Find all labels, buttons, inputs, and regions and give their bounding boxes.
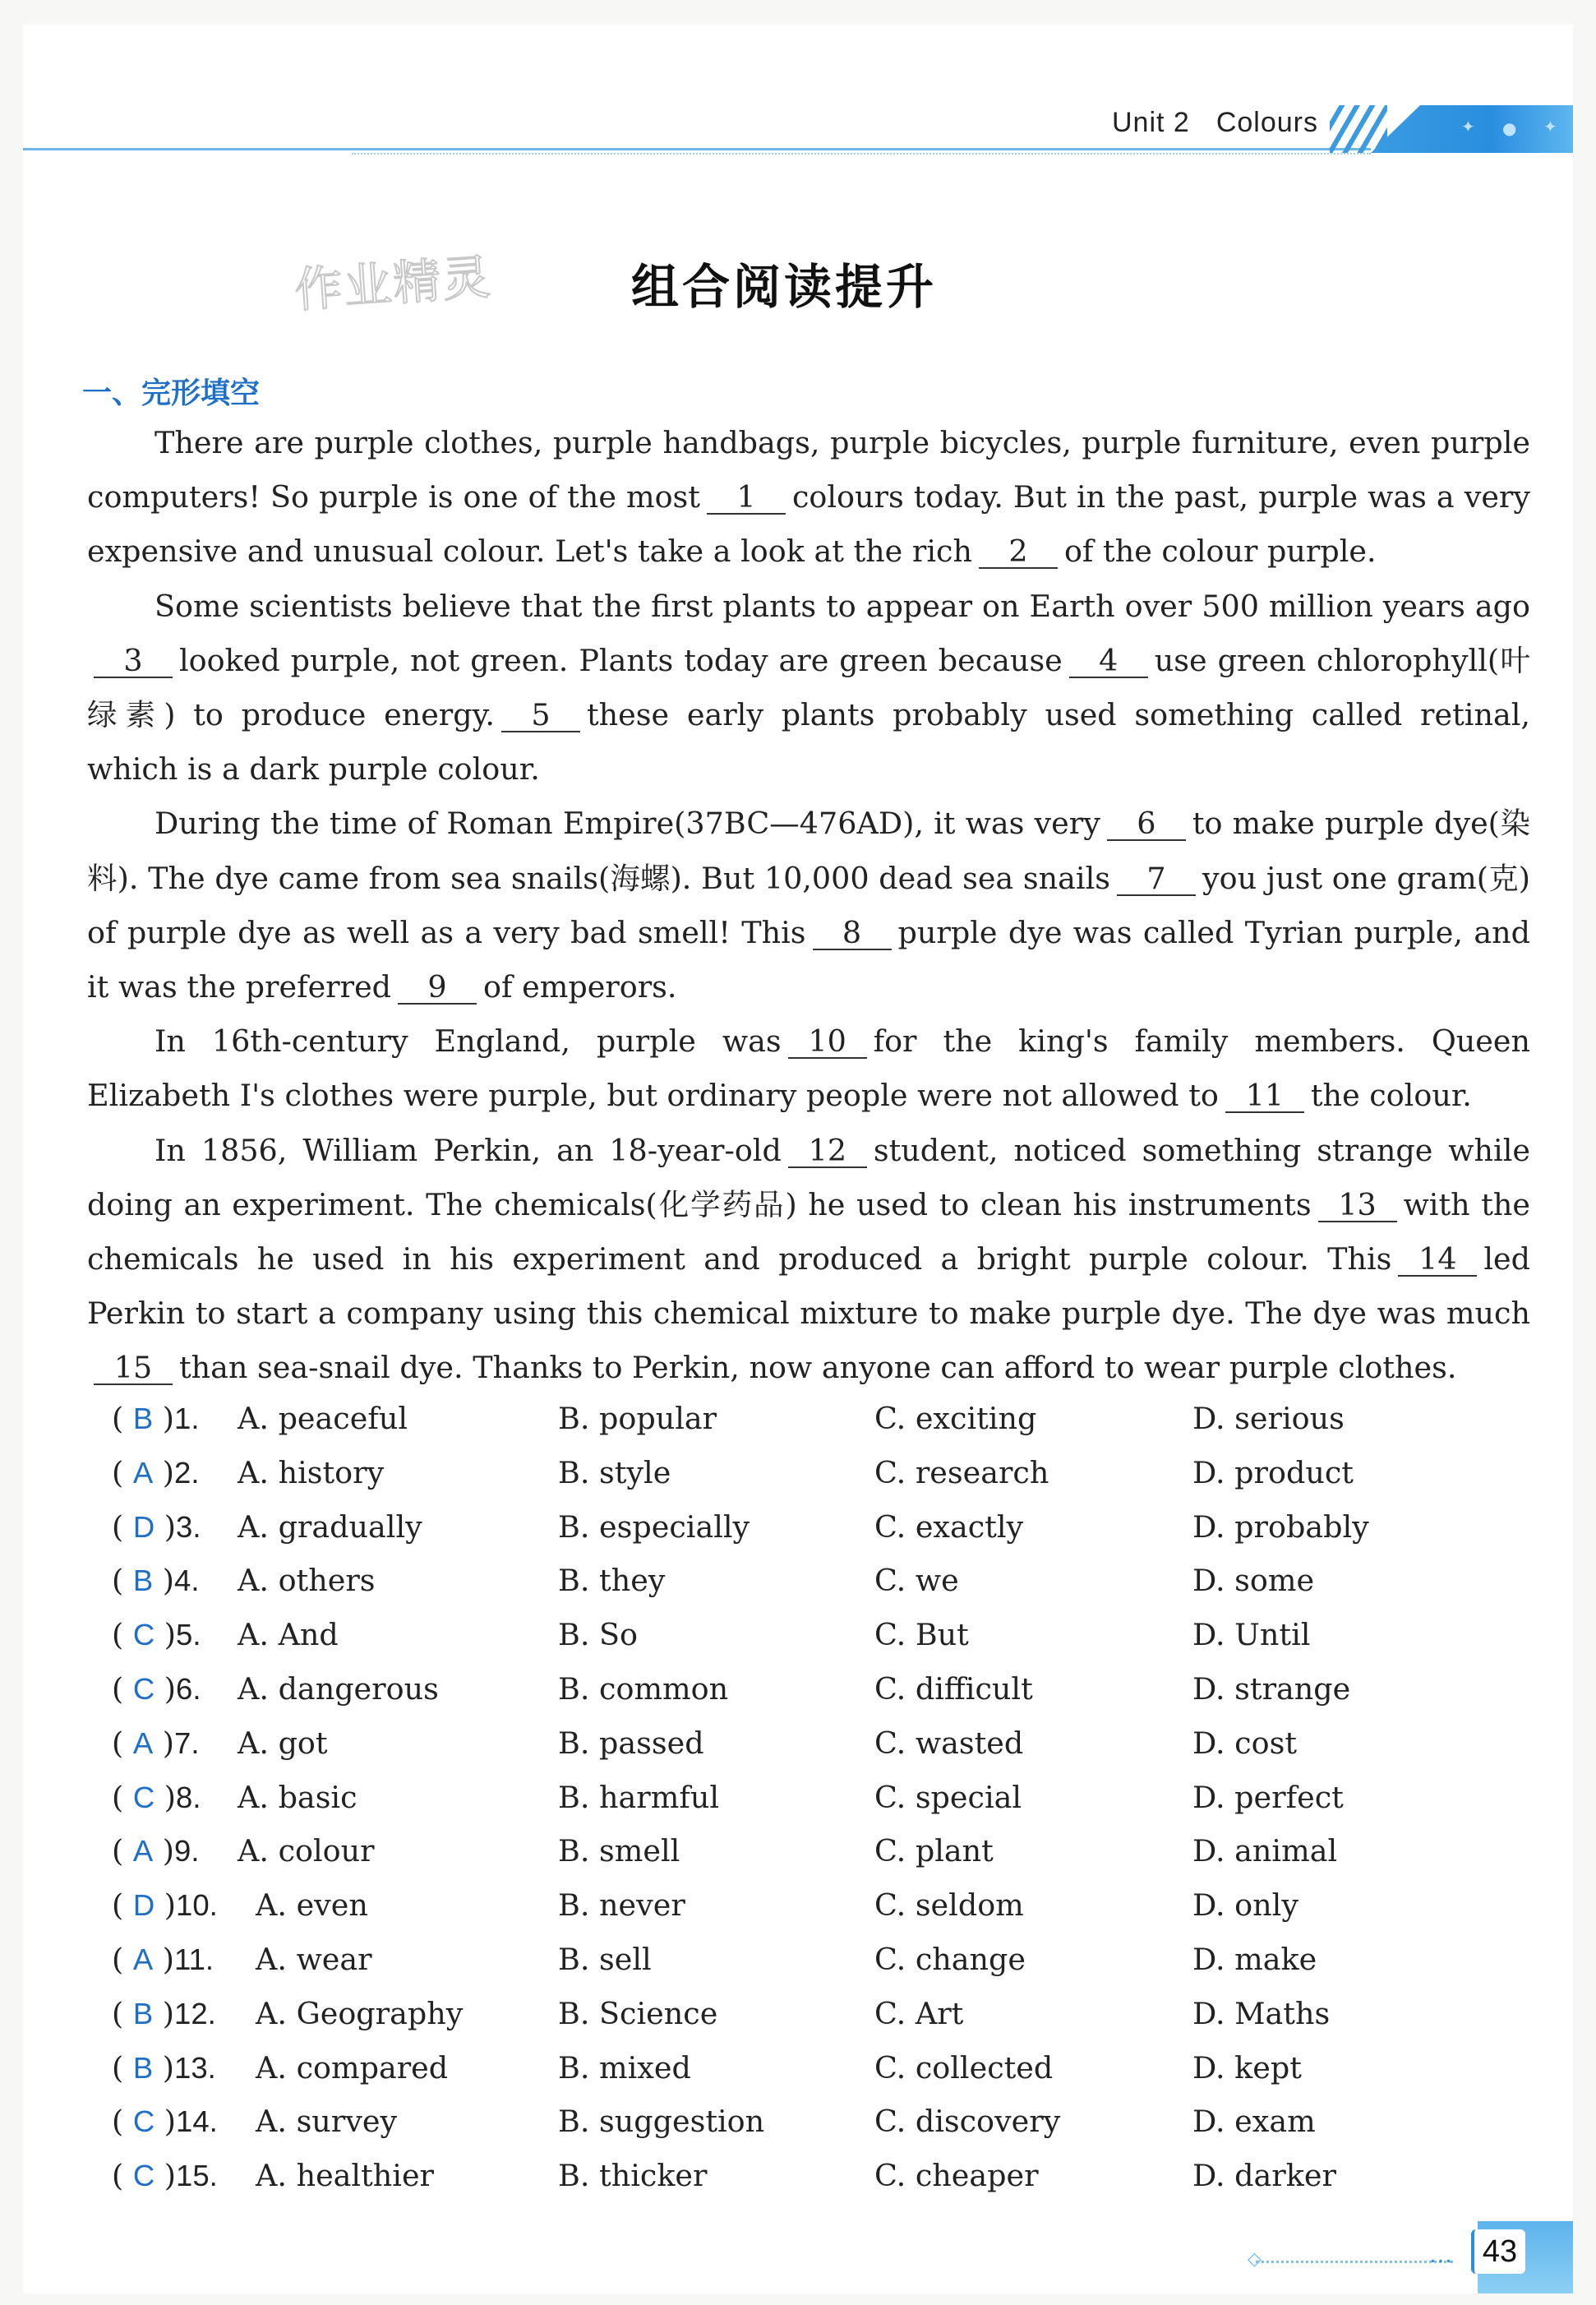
star-icon: ✦ bbox=[1461, 117, 1475, 136]
option-b: B. harmful bbox=[558, 1779, 720, 1815]
passage-paragraph: In 16th-century England, purple was 10 for the king's family members. Queen Elizabeth I's clothes were purple, but ordinary people were not allowed to 11 the colour. bbox=[87, 1023, 1530, 1114]
page-title: 组合阅读提升 bbox=[631, 259, 938, 315]
answer-letter: A bbox=[132, 1455, 154, 1490]
option-d: D. kept bbox=[1192, 2049, 1302, 2086]
blank: 9 bbox=[398, 972, 477, 1005]
option-a: A. gradually bbox=[238, 1508, 422, 1545]
question-number: 8. bbox=[176, 1780, 201, 1814]
question-row bbox=[87, 1725, 1534, 1780]
option-c: C. change bbox=[874, 1941, 1026, 1977]
option-b: B. So bbox=[558, 1617, 639, 1653]
answer-letter: A bbox=[132, 1942, 154, 1976]
option-d: D. Maths bbox=[1192, 1995, 1331, 2031]
blank: 2 bbox=[979, 536, 1058, 569]
option-c: C. plant bbox=[874, 1833, 994, 1869]
option-c: C. But bbox=[874, 1617, 969, 1653]
option-b: B. especially bbox=[558, 1508, 750, 1545]
answer-bracket: ( B )13. bbox=[112, 2049, 216, 2086]
option-c: C. exactly bbox=[874, 1508, 1024, 1545]
blank: 5 bbox=[501, 700, 580, 732]
answer-bracket: ( D )10. bbox=[112, 1887, 218, 1924]
blank: 6 bbox=[1107, 808, 1186, 841]
option-c: C. collected bbox=[874, 2049, 1054, 2086]
cloze-passage bbox=[87, 416, 1530, 1396]
option-d: D. darker bbox=[1192, 2158, 1336, 2194]
option-b: B. thicker bbox=[558, 2158, 708, 2194]
header-dotted-rule bbox=[352, 153, 1371, 156]
answer-bracket: ( C )15. bbox=[112, 2158, 218, 2194]
option-d: D. probably bbox=[1192, 1508, 1369, 1545]
question-row bbox=[87, 2158, 1534, 2212]
answer-letter: B bbox=[132, 2050, 154, 2085]
section-title: 一、完形填空 bbox=[82, 376, 261, 410]
option-d: D. exam bbox=[1192, 2104, 1316, 2140]
unit-label: Unit 2 bbox=[1112, 107, 1190, 138]
passage-paragraph: During the time of Roman Empire(37BC—476AD), it was very 6 to make purple dye(染料). The dye came from sea snails(海螺). But 10,000 dead sea snails 7 you just one gram(克) of purple dye as well as a very bad smell! This 8 purple dye was called Tyrian purple, and it was the preferred 9 of emperors. bbox=[87, 806, 1530, 1005]
option-a: A. compared bbox=[256, 2049, 449, 2086]
question-number: 2. bbox=[174, 1455, 200, 1490]
blank: 13 bbox=[1318, 1189, 1397, 1222]
option-d: D. only bbox=[1192, 1887, 1298, 1924]
blank: 15 bbox=[94, 1352, 173, 1385]
option-c: C. discovery bbox=[874, 2104, 1061, 2140]
question-row bbox=[87, 1996, 1534, 2050]
option-b: B. popular bbox=[558, 1401, 717, 1436]
option-c: C. Art bbox=[874, 1995, 964, 2031]
option-a: A. And bbox=[238, 1617, 339, 1653]
option-d: D. animal bbox=[1192, 1833, 1338, 1869]
question-number: 11. bbox=[174, 1942, 214, 1976]
answer-bracket: ( C )6. bbox=[112, 1670, 201, 1707]
blank: 12 bbox=[788, 1135, 867, 1168]
answer-letter: A bbox=[132, 1834, 154, 1868]
question-number: 12. bbox=[174, 1996, 216, 2030]
watermark-logo: 作业精灵 bbox=[293, 248, 494, 319]
option-a: A. Geography bbox=[256, 1995, 464, 2031]
option-b: B. never bbox=[558, 1887, 685, 1924]
option-a: A. colour bbox=[238, 1833, 375, 1869]
option-a: A. peaceful bbox=[238, 1401, 408, 1436]
option-b: B. style bbox=[558, 1454, 671, 1490]
question-row bbox=[87, 1401, 1534, 1455]
ellipsis-icon: … bbox=[1428, 2241, 1453, 2268]
answer-letter: B bbox=[132, 1402, 154, 1435]
option-a: A. healthier bbox=[256, 2158, 435, 2194]
question-number: 1. bbox=[174, 1402, 200, 1435]
question-row bbox=[87, 1455, 1534, 1509]
footer-dotted-rule bbox=[1256, 2261, 1453, 2263]
answer-bracket: ( B )1. bbox=[112, 1401, 200, 1436]
blank: 1 bbox=[707, 482, 786, 515]
header-rule bbox=[23, 148, 1371, 150]
question-row bbox=[87, 1833, 1534, 1887]
answer-bracket: ( A )11. bbox=[112, 1941, 214, 1977]
answer-bracket: ( A )7. bbox=[112, 1725, 200, 1761]
option-b: B. smell bbox=[558, 1833, 680, 1869]
question-number: 5. bbox=[176, 1618, 201, 1652]
passage-paragraph: There are purple clothes, purple handbags, purple bicycles, purple furniture, even purple computers! So purple is one of the most 1 colours today. But in the past, purple was a very expensive and unusual colour. Let's take a look at the rich 2 of the colour purple. bbox=[87, 425, 1530, 570]
blank: 3 bbox=[94, 645, 173, 678]
answer-letter: C bbox=[132, 1618, 155, 1652]
option-c: C. research bbox=[874, 1454, 1049, 1490]
answer-bracket: ( C )14. bbox=[112, 2104, 218, 2140]
question-number: 4. bbox=[174, 1564, 200, 1598]
option-b: B. passed bbox=[558, 1725, 704, 1761]
option-d: D. Until bbox=[1192, 1617, 1311, 1653]
blank: 14 bbox=[1398, 1244, 1477, 1277]
star-icon: ✦ bbox=[1543, 117, 1557, 136]
passage-paragraph: In 1856, William Perkin, an 18-year-old 12 student, noticed something strange while doing an experiment. The chemicals(化学药品) he used to clean his instruments 13 with the chemicals he used in his experiment and produced a bright purple colour. This 14 led Perkin to start a company using this chemical mixture to make purple dye. The dye was much15 than sea-snail dye. Thanks to Perkin, now anyone can afford to wear purple clothes. bbox=[87, 1132, 1530, 1386]
unit-heading bbox=[1112, 107, 1318, 139]
option-a: A. survey bbox=[256, 2104, 398, 2140]
answer-letter: B bbox=[132, 1564, 154, 1598]
answer-letter: C bbox=[132, 1671, 155, 1706]
question-number: 15. bbox=[176, 2159, 218, 2193]
blank: 10 bbox=[788, 1026, 867, 1059]
question-row bbox=[87, 1942, 1534, 1996]
answer-bracket: ( C )5. bbox=[112, 1617, 201, 1653]
question-number: 3. bbox=[176, 1509, 201, 1544]
question-row bbox=[87, 1671, 1534, 1725]
page-number: 43 bbox=[1471, 2229, 1525, 2274]
answer-letter: D bbox=[132, 1509, 155, 1544]
unit-topic: Colours bbox=[1215, 107, 1318, 138]
answer-bracket: ( C )8. bbox=[112, 1779, 201, 1815]
answer-letter: B bbox=[132, 1996, 154, 2030]
option-d: D. serious bbox=[1192, 1401, 1345, 1436]
answer-letter: A bbox=[132, 1725, 154, 1760]
answer-letter: C bbox=[132, 1780, 155, 1814]
question-number: 14. bbox=[176, 2104, 218, 2139]
option-d: D. product bbox=[1192, 1454, 1354, 1490]
option-b: B. they bbox=[558, 1563, 666, 1599]
question-row bbox=[87, 2104, 1534, 2158]
option-c: C. cheaper bbox=[874, 2158, 1039, 2194]
blank: 7 bbox=[1117, 863, 1196, 896]
question-row bbox=[87, 1780, 1534, 1834]
option-a: A. basic bbox=[238, 1779, 357, 1815]
answer-letter: C bbox=[132, 2104, 155, 2139]
option-d: D. strange bbox=[1192, 1670, 1351, 1707]
option-d: D. make bbox=[1192, 1941, 1317, 1977]
diamond-icon: ◇ bbox=[1248, 2249, 1262, 2270]
question-row bbox=[87, 1617, 1534, 1671]
option-a: A. wear bbox=[256, 1941, 372, 1977]
question-row bbox=[87, 1887, 1534, 1942]
question-row bbox=[87, 2050, 1534, 2104]
question-number: 13. bbox=[174, 2050, 216, 2085]
option-a: A. dangerous bbox=[238, 1670, 439, 1707]
option-d: D. some bbox=[1192, 1563, 1315, 1599]
answer-bracket: ( D )3. bbox=[112, 1508, 201, 1545]
option-c: C. we bbox=[874, 1563, 959, 1599]
answer-bracket: ( B )4. bbox=[112, 1563, 200, 1599]
option-b: B. sell bbox=[558, 1941, 652, 1977]
option-b: B. mixed bbox=[558, 2049, 691, 2086]
question-number: 6. bbox=[176, 1671, 201, 1706]
passage-paragraph: Some scientists believe that the first plants to appear on Earth over 500 million years ago3 looked purple, not green. Plants today are green because 4 use green chlorophyll(叶绿素) to produce energy. 5 these early plants probably used something called retinal, which is a dark purple colour. bbox=[87, 588, 1530, 788]
option-d: D. cost bbox=[1192, 1725, 1297, 1761]
question-number: 10. bbox=[176, 1888, 218, 1923]
question-list bbox=[87, 1401, 1534, 2212]
option-a: A. others bbox=[238, 1563, 376, 1599]
option-c: C. wasted bbox=[874, 1725, 1024, 1761]
option-c: C. exciting bbox=[874, 1401, 1037, 1436]
answer-letter: C bbox=[132, 2159, 155, 2193]
option-c: C. special bbox=[874, 1779, 1022, 1815]
page bbox=[23, 25, 1573, 2293]
blank: 11 bbox=[1225, 1080, 1304, 1113]
blank: 8 bbox=[813, 917, 892, 950]
option-b: B. common bbox=[558, 1670, 729, 1707]
question-row bbox=[87, 1563, 1534, 1617]
star-icon: ● bbox=[1502, 118, 1517, 138]
option-a: A. even bbox=[256, 1887, 368, 1924]
option-a: A. got bbox=[238, 1725, 328, 1761]
question-row bbox=[87, 1509, 1534, 1564]
blank: 4 bbox=[1069, 645, 1148, 678]
option-b: B. suggestion bbox=[558, 2104, 765, 2140]
option-b: B. Science bbox=[558, 1995, 718, 2031]
answer-letter: D bbox=[132, 1888, 155, 1923]
question-number: 9. bbox=[174, 1834, 200, 1868]
option-d: D. perfect bbox=[1192, 1779, 1344, 1815]
answer-bracket: ( A )2. bbox=[112, 1454, 200, 1490]
option-a: A. history bbox=[238, 1454, 385, 1490]
answer-bracket: ( B )12. bbox=[112, 1995, 216, 2031]
option-c: C. difficult bbox=[874, 1670, 1033, 1707]
answer-bracket: ( A )9. bbox=[112, 1833, 200, 1869]
question-number: 7. bbox=[174, 1725, 200, 1760]
option-c: C. seldom bbox=[874, 1887, 1024, 1924]
